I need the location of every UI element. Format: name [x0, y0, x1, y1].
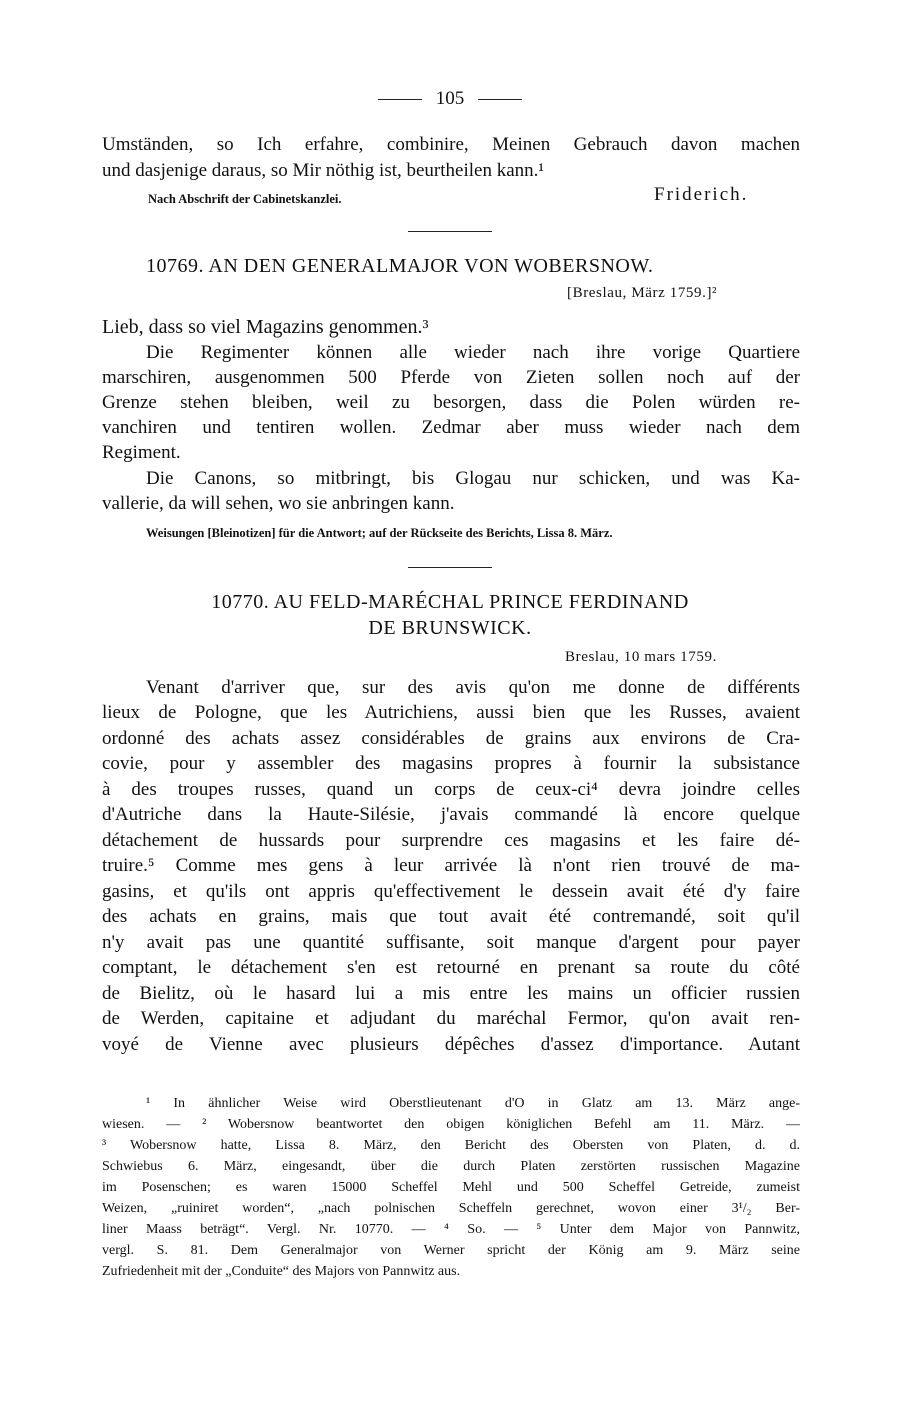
letter-line: lieux de Pologne, que les Autrichiens, aussi bien que les Russes, avaient: [102, 702, 800, 723]
letter-line: comptant, le détachement s'en est retourné en prenant sa route du côté: [102, 957, 800, 978]
letter-line: à des troupes russes, quand un corps de ceux-ci⁴ devra joindre celles: [102, 779, 800, 800]
signature: Friderich.: [654, 184, 749, 205]
letter-heading: 10770. AU FELD-MARÉCHAL PRINCE FERDINAND: [211, 591, 689, 613]
letter-line: Regiment.: [102, 442, 181, 463]
prev-letter-line: und dasjenige daraus, so Mir nöthig ist, beurtheilen kann.¹: [102, 160, 545, 181]
letter-line: Venant d'arriver que, sur des avis qu'on me donne de différents: [146, 677, 800, 698]
letter-line: truire.⁵ Comme mes gens à leur arrivée là n'ont rien trouvé de ma-: [102, 855, 800, 876]
footnote-line: vergl. S. 81. Dem Generalmajor von Werner spricht der König am 9. März seine: [102, 1243, 800, 1258]
header-dash-left: [378, 99, 422, 100]
header-dash-right: [478, 99, 522, 100]
letter-line: des achats en grains, mais que tout avait été contremandé, soit qu'il: [102, 906, 800, 927]
letter-dateline: Breslau, 10 mars 1759.: [565, 649, 717, 665]
prev-letter-line: Umständen, so Ich erfahre, combinire, Meinen Gebrauch davon machen: [102, 134, 800, 155]
letter-line: gasins, et qu'ils ont appris qu'effectivement le dessein avait été d'y faire: [102, 881, 800, 902]
letter-dateline: [Breslau, März 1759.]²: [567, 285, 718, 301]
letter-line: ordonné des achats assez considérables de grains aux environs de Cra-: [102, 728, 800, 749]
source-note: Weisungen [Bleinotizen] für die Antwort; auf der Rückseite des Berichts, Lissa 8. März.: [146, 526, 613, 540]
footnote-line: im Posenschen; es waren 15000 Scheffel Mehl und 500 Scheffel Getreide, zumeist: [102, 1180, 800, 1195]
source-note: Nach Abschrift der Cabinetskanzlei.: [148, 192, 342, 206]
letter-line: Die Regimenter können alle wieder nach ihre vorige Quartiere: [146, 342, 800, 363]
letter-line: de Bielitz, où le hasard lui a mis entre les mains un officier russien: [102, 983, 800, 1004]
letter-heading: DE BRUNSWICK.: [368, 617, 532, 639]
letter-line: Die Canons, so mitbringt, bis Glogau nur schicken, und was Ka-: [146, 468, 800, 489]
letter-line: [102, 314, 800, 341]
letter-line: voyé de Vienne avec plusieurs dépêches d'assez d'importance. Autant: [102, 1034, 800, 1055]
page-number: 105: [435, 88, 465, 109]
letter-line: de Werden, capitaine et adjudant du maréchal Fermor, qu'on avait ren-: [102, 1008, 800, 1029]
section-divider: [408, 231, 492, 232]
footnote-line: Zufriedenheit mit der „Conduite“ des Majors von Pannwitz aus.: [102, 1264, 461, 1279]
footnote-line: ³ Wobersnow hatte, Lissa 8. März, den Bericht des Obersten von Platen, d. d.: [102, 1138, 800, 1153]
footnote-line: Weizen, „ruiniret worden“, „nach polnischen Scheffeln gerechnet, wovon einer 3¹/₂ Ber-: [102, 1201, 800, 1216]
letter-line: d'Autriche dans la Haute-Silésie, j'avais commandé là encore quelque: [102, 804, 800, 825]
letter-line: covie, pour y assembler des magasins propres à fournir la subsistance: [102, 753, 800, 774]
footnote-line: ¹ In ähnlicher Weise wird Oberstlieutenant d'O in Glatz am 13. März ange-: [146, 1096, 800, 1111]
letter-heading: 10769. AN DEN GENERALMAJOR VON WOBERSNOW.: [146, 255, 654, 277]
letter-line: Grenze stehen bleiben, weil zu besorgen, dass die Polen würden re-: [102, 392, 800, 413]
letter-line: vallerie, da will sehen, wo sie anbringen kann.: [102, 493, 455, 514]
letter-line: marschiren, ausgenommen 500 Pferde von Zieten sollen noch auf der: [102, 367, 800, 388]
footnote-line: liner Maass beträgt“. Vergl. Nr. 10770. — ⁴ So. — ⁵ Unter dem Major von Pannwitz,: [102, 1222, 800, 1237]
footnote-line: wiesen. — ² Wobersnow beantwortet den obigen königlichen Befehl am 11. März. —: [102, 1117, 800, 1132]
section-divider: [408, 567, 492, 568]
letter-line: vanchiren und tentiren wollen. Zedmar aber muss wieder nach dem: [102, 417, 800, 438]
footnote-line: Schwiebus 6. März, eingesandt, über die durch Platen zerstörten russischen Magazine: [102, 1159, 800, 1174]
letter-line: détachement de hussards pour surprendre ces magasins et les faire dé-: [102, 830, 800, 851]
letter-line: n'y avait pas une quantité suffisante, soit manque d'argent pour payer: [102, 932, 800, 953]
page-header: [0, 88, 900, 110]
letter-line-text: Lieb, dass so viel Magazins genommen.³: [102, 316, 429, 338]
